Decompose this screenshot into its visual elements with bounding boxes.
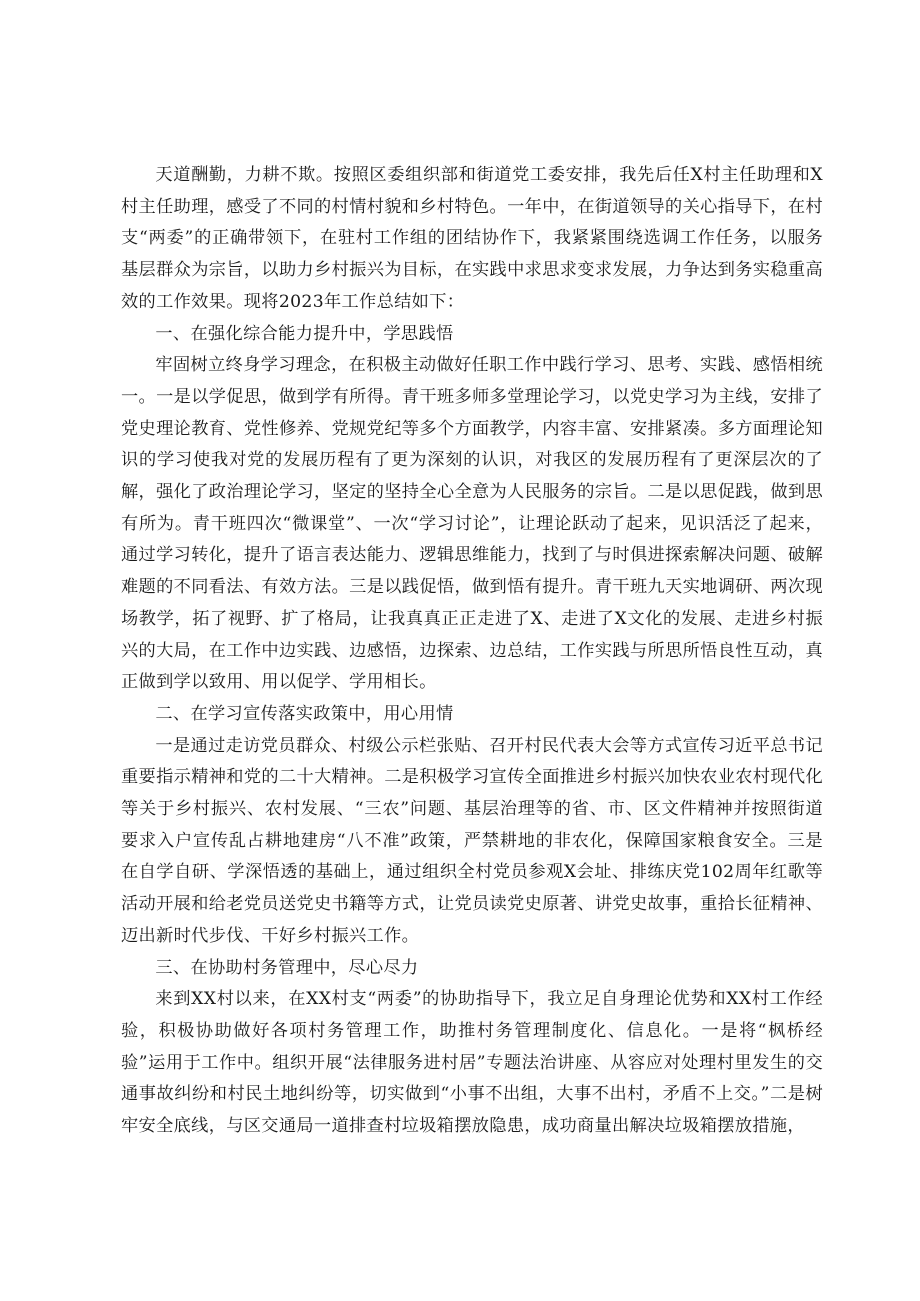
section-3-heading: 三、在协助村务管理中，尽心尽力 bbox=[155, 957, 419, 978]
intro-paragraph: 天道酬勤，力耕不欺。按照区委组织部和街道党工委安排，我先后任X村主任助理和X村主任助理，感受了不同的村情村貌和乡村特色。一年中，在街道领导的关心指导下，在村支“两委”的正确带领下，在驻村工作组的团结协作下，我紧紧围绕选调工作任务，以服务基层群众为宗旨，以助力乡村振兴为目标，在实践中求思求变求发展，力争达到务实稳重高效的工作效果。现将2023年工作总结如下： bbox=[121, 165, 823, 312]
section-3-body: 来到XX村以来，在XX村支“两委”的协助指导下，我立足自身理论优势和XX村工作经验，积极协助做好各项村务管理工作，助推村务管理制度化、信息化。一是将“枫桥经验”运用于工作中。组织开展“法律服务进村居”专题法治讲座、从容应对处理村里发生的交通事故纠纷和村民土地纠纷等，切实做到“小事不出组，大事不出村，矛盾不上交。”二是树牢安全底线，与区交通局一道排查村垃圾箱摆放隐患，成功商量出解决垃圾箱摆放措施， bbox=[121, 989, 823, 1137]
section-2-body: 一是通过走访党员群众、村级公示栏张贴、召开村民代表大会等方式宣传习近平总书记重要指示精神和党的二十大精神。二是积极学习宣传全面推进乡村振兴加快农业农村现代化等关于乡村振兴、农村发展、“三农”问题、基层治理等的省、市、区文件精神并按照街道要求入户宣传乱占耕地建房“八不准”政策，严禁耕地的非农化，保障国家粮食安全。三是在自学自研、学深悟透的基础上，通过组织全村党员参观X会址、排练庆党102周年红歌等活动开展和给老党员送党史书籍等方式，让党员读党史原著、讲党史故事，重拾长征精神、迈出新时代步伐、干好乡村振兴工作。 bbox=[121, 735, 823, 946]
document-page bbox=[121, 160, 823, 1143]
section-1-heading: 一、在强化综合能力提升中，学思践悟 bbox=[155, 323, 454, 344]
section-1-body: 牢固树立终身学习理念，在积极主动做好任职工作中践行学习、思考、实践、感悟相统一。一是以学促思，做到学有所得。青干班多师多堂理论学习，以党史学习为主线，安排了党史理论教育、党性修养、党规党纪等多个方面教学，内容丰富、安排紧凑。多方面理论知识的学习使我对党的发展历程有了更为深刻的认识，对我区的发展历程有了更深层次的了解，强化了政治理论学习，坚定的坚持全心全意为人民服务的宗旨。二是以思促践，做到思有所为。青干班四次“微课堂”、一次“学习讨论”，让理论跃动了起来，见识活泛了起来，通过学习转化，提升了语言表达能力、逻辑思维能力，找到了与时俱进探索解决问题、破解难题的不同看法、有效方法。三是以践促悟，做到悟有提升。青干班九天实地调研、两次现场教学，拓了视野、扩了格局，让我真真正正走进了X、走进了X文化的发展、走进乡村振兴的大局，在工作中边实践、边感悟，边探索、边总结，工作实践与所思所悟良性互动，真正做到学以致用、用以促学、学用相长。 bbox=[121, 355, 823, 693]
section-2-heading: 二、在学习宣传落实政策中，用心用情 bbox=[155, 703, 454, 724]
